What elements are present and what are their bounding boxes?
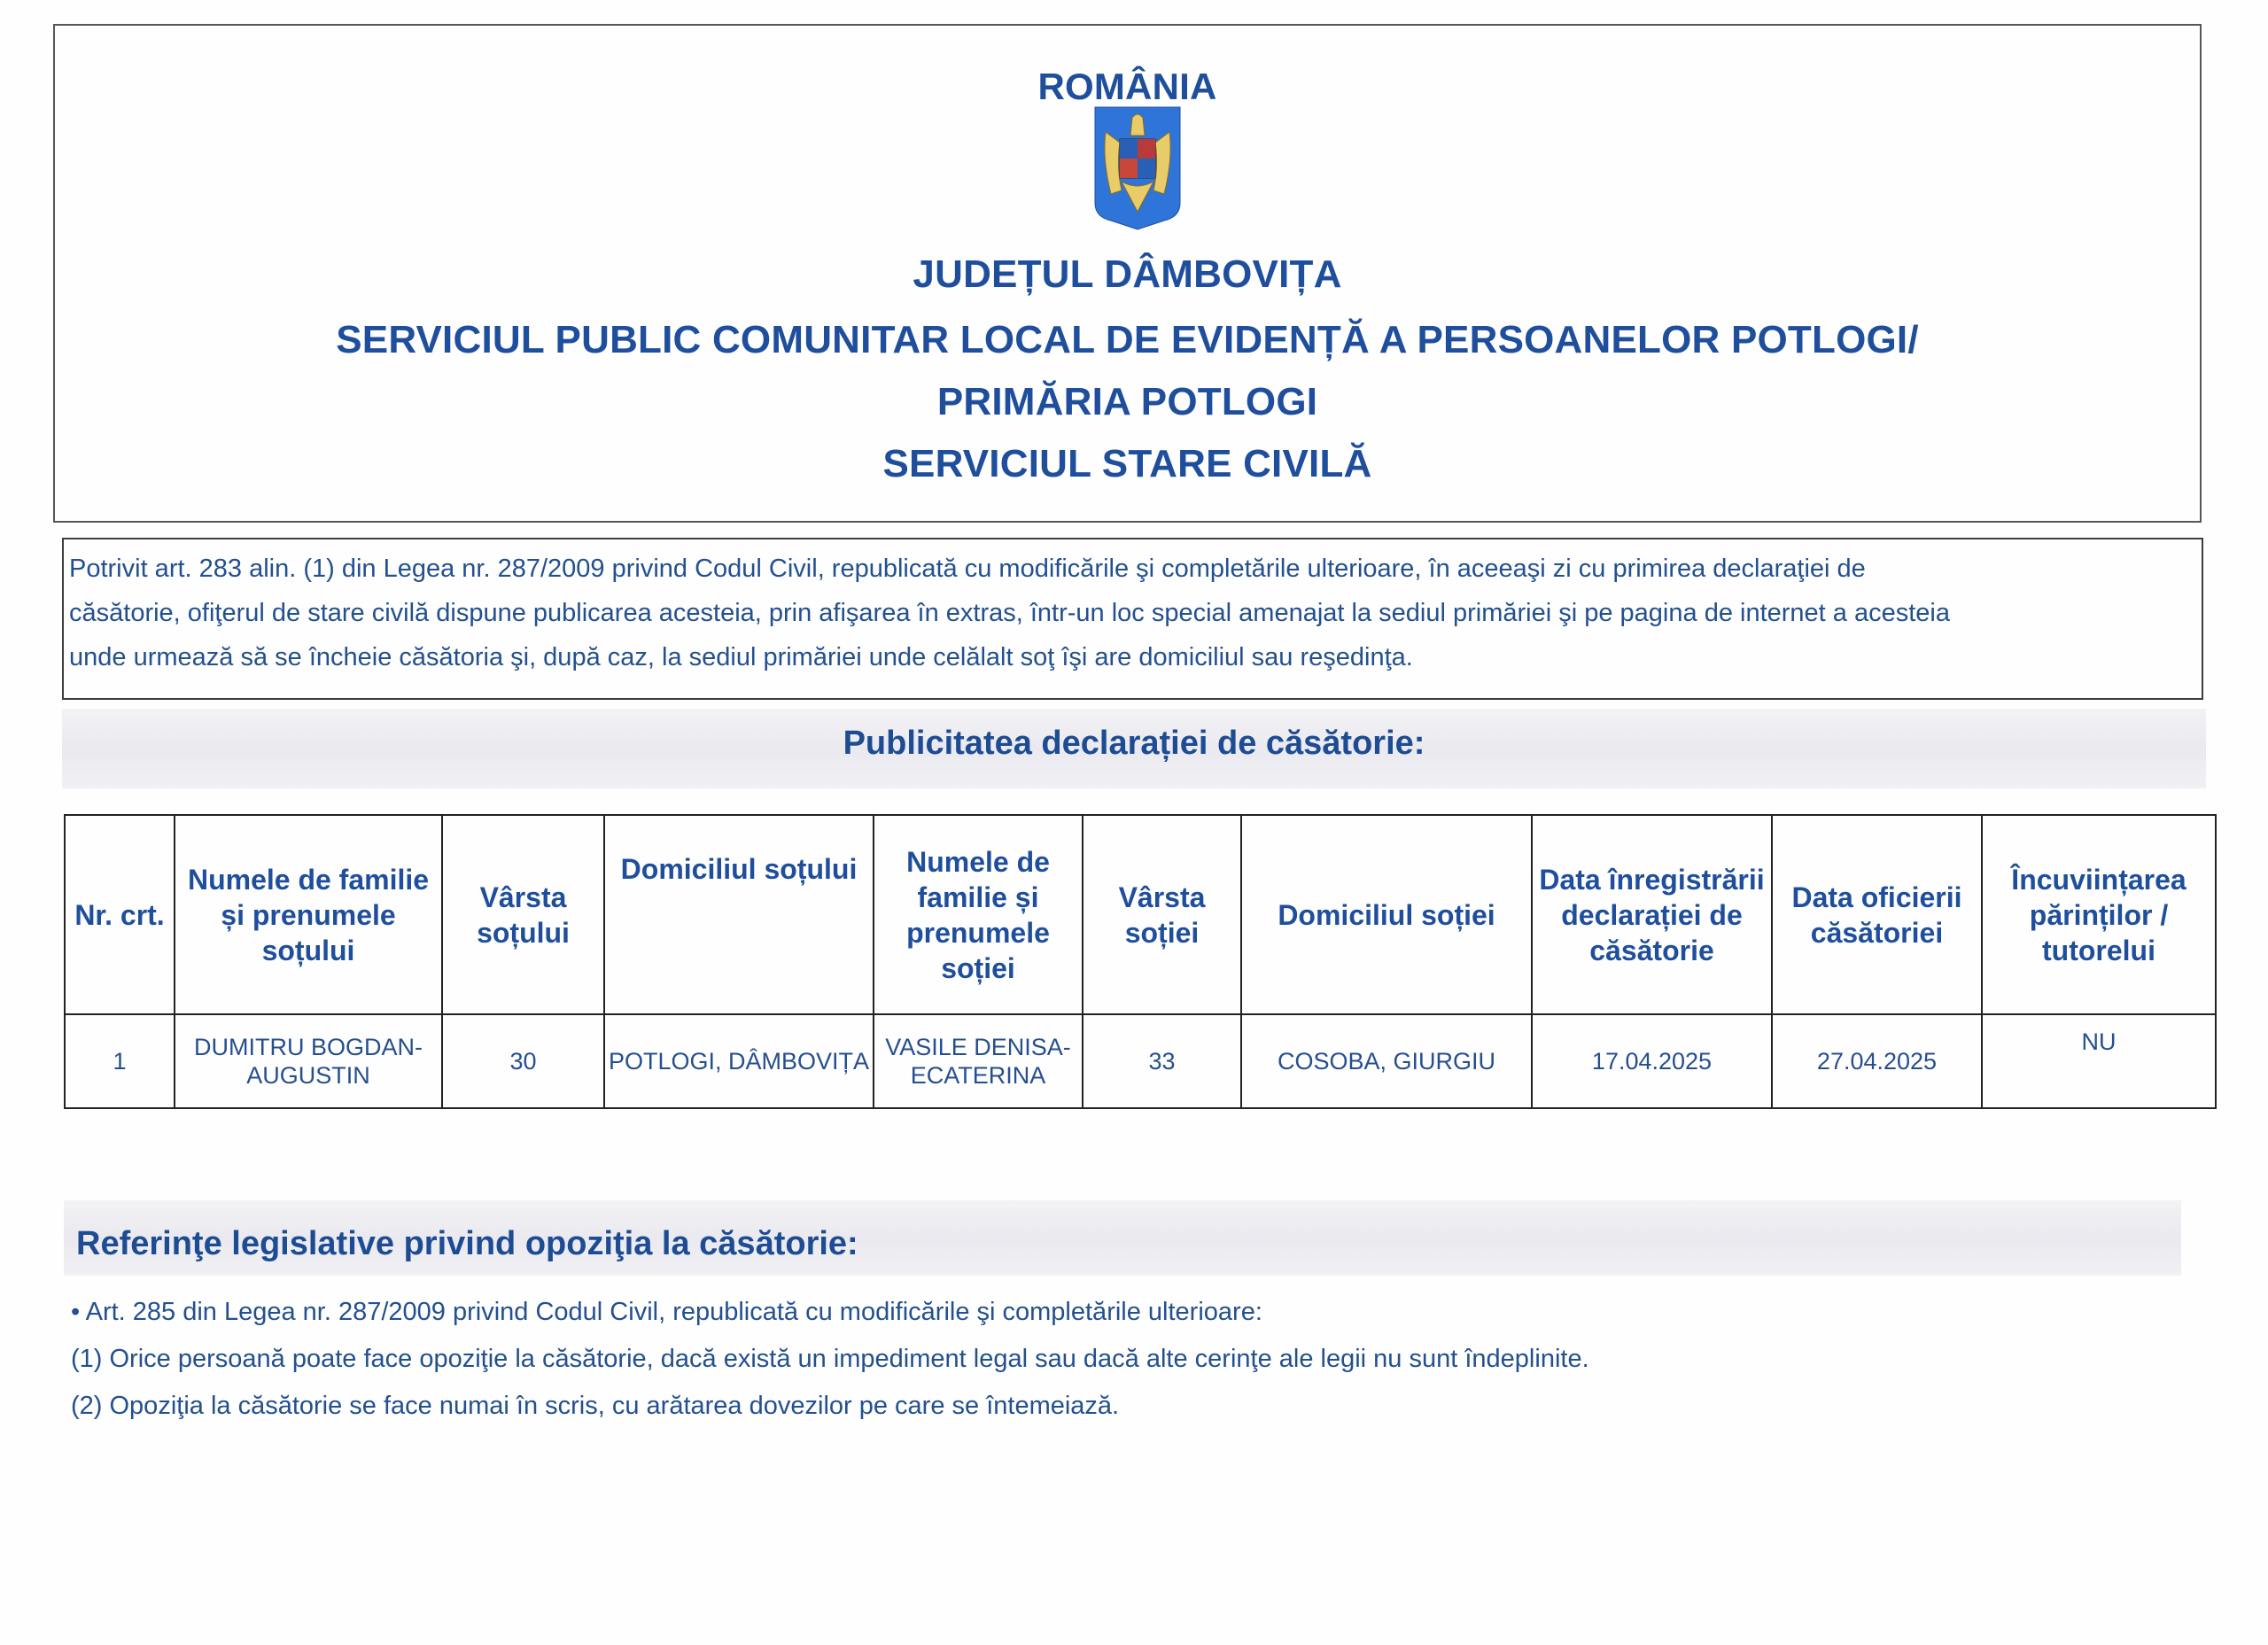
- cell-husband-name: DUMITRU BOGDAN-AUGUSTIN: [175, 1014, 442, 1108]
- table-header-row: [65, 815, 2216, 1014]
- country-title: ROMÂNIA: [1037, 66, 1217, 107]
- cell-wife-age: 33: [1083, 1014, 1241, 1108]
- column-header-husband-age: Vârsta soțului: [442, 815, 604, 1014]
- cell-registration-date: 17.04.2025: [1532, 1014, 1772, 1108]
- column-header-wife-age: Vârsta soției: [1083, 815, 1241, 1014]
- law-notice-box: [62, 538, 2203, 700]
- column-header-husband-address: Domiciliul soțului: [604, 815, 874, 1014]
- cell-wife-name: VASILE DENISA-ECATERINA: [874, 1014, 1083, 1108]
- references-title: Referinţe legislative privind opoziţia la căsătorie:: [76, 1225, 858, 1262]
- county-title: JUDEȚUL DÂMBOVIȚA: [913, 252, 1342, 296]
- table-row: [65, 1014, 2216, 1108]
- cell-nr: 1: [65, 1014, 175, 1108]
- publication-title-band: [62, 709, 2206, 788]
- mayoralty-title: PRIMĂRIA POTLOGI: [936, 380, 1318, 423]
- marriage-declaration-table: [64, 814, 2217, 1109]
- reference-item: (1) Orice persoană poate face opoziţie la căsătorie, dacă există un impediment legal sau dacă alte cerinţe ale legii nu sunt îndeplinite.: [71, 1345, 1589, 1373]
- cell-marriage-date: 27.04.2025: [1772, 1014, 1982, 1108]
- column-header-nr: Nr. crt.: [65, 815, 175, 1014]
- reference-item: • Art. 285 din Legea nr. 287/2009 privind Codul Civil, republicată cu modificările şi completările ulterioare:: [71, 1298, 1262, 1326]
- law-notice-line: Potrivit art. 283 alin. (1) din Legea nr. 287/2009 privind Codul Civil, republicată cu modificările şi completările ulterioare, în aceeaşi zi cu primirea declaraţiei de: [69, 555, 1866, 583]
- references-list: [71, 1289, 2109, 1430]
- header-box: [53, 24, 2202, 523]
- column-header-husband-name: Numele de familie și prenumele soțului: [175, 815, 442, 1014]
- reference-item: (2) Opoziţia la căsătorie se face numai în scris, cu arătarea dovezilor pe care se întemeiază.: [71, 1392, 1120, 1420]
- civil-status-title: SERVICIUL STARE CIVILĂ: [882, 442, 1372, 485]
- cell-husband-address: POTLOGI, DÂMBOVIȚA: [604, 1014, 874, 1108]
- law-notice-line: unde urmează să se încheie căsătoria şi, după caz, la sediul primăriei unde celălalt soţ îşi are domiciliul sau reşedinţa.: [69, 643, 1413, 671]
- publication-title: Publicitatea declarației de căsătorie:: [843, 725, 1425, 762]
- column-header-wife-address: Domiciliul soției: [1241, 815, 1532, 1014]
- cell-parental-consent: NU: [1982, 1014, 2216, 1108]
- column-header-wife-name: Numele de familie și prenumele soției: [874, 815, 1083, 1014]
- column-header-registration-date: Data înregistrării declarației de căsătorie: [1532, 815, 1772, 1014]
- cell-husband-age: 30: [442, 1014, 604, 1108]
- law-notice-line: căsătorie, ofiţerul de stare civilă dispune publicarea acesteia, prin afişarea în extras, într-un loc special amenajat la sediul primăriei şi pe pagina de internet a acesteia: [69, 599, 1950, 627]
- cell-wife-address: COSOBA, GIURGIU: [1241, 1014, 1532, 1108]
- references-title-band: [64, 1200, 2181, 1276]
- column-header-parental-consent: Încuviințarea părinților / tutorelui: [1982, 815, 2216, 1014]
- romania-coat-of-arms-icon: [1093, 105, 1182, 231]
- column-header-marriage-date: Data oficierii căsătoriei: [1772, 815, 1982, 1014]
- service-title: SERVICIUL PUBLIC COMUNITAR LOCAL DE EVIDENȚĂ A PERSOANELOR POTLOGI/: [336, 318, 1919, 361]
